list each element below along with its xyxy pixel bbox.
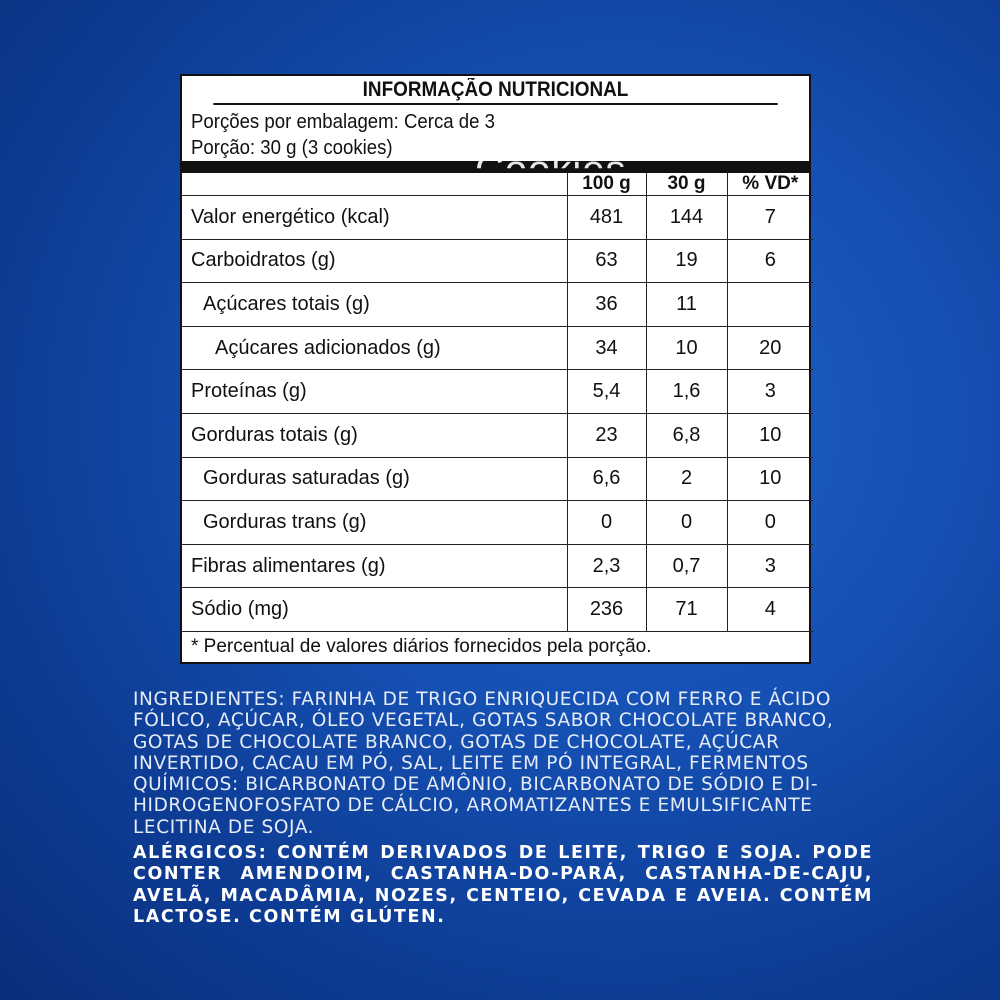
nutrient-label: Fibras alimentares (g)	[182, 544, 567, 588]
nutrition-facts-table	[180, 74, 811, 664]
divider-thick	[182, 161, 809, 173]
nutrient-label: Gorduras saturadas (g)	[182, 457, 567, 501]
nutrient-table	[182, 173, 813, 632]
daily-value-percent: 3	[727, 370, 813, 414]
nutrient-label: Gorduras trans (g)	[182, 501, 567, 545]
column-header-vd: % VD*	[727, 173, 813, 196]
value-per-serving: 0	[646, 501, 727, 545]
header-blank	[182, 173, 567, 196]
nutrient-label: Sódio (mg)	[182, 588, 567, 632]
column-header-30g: 30 g	[646, 173, 727, 196]
value-per-serving: 0,7	[646, 544, 727, 588]
ingredients-text: INGREDIENTES: FARINHA DE TRIGO ENRIQUECIDA COM FERRO E ÁCIDO FÓLICO, AÇÚCAR, ÓLEO VEGETAL, GOTAS SABOR CHOCOLATE BRANCO, GOTAS DE CHOCOLATE BRANCO, GOTAS DE CHOCOLATE, AÇÚCAR INVERTIDO, CACAU EM PÓ, SAL, LEITE EM PÓ INTEGRAL, FERMENTOS QUÍMICOS: BICARBONATO DE AMÔNIO, BICARBONATO DE SÓDIO E DI-HIDROGENOFOSFATO DE CÁLCIO, AROMATIZANTES E EMULSIFICANTE LECITINA DE SOJA.	[133, 689, 834, 838]
table-header-row	[182, 173, 813, 196]
daily-value-percent: 0	[727, 501, 813, 545]
value-per-100g: 5,4	[567, 370, 646, 414]
value-per-serving: 144	[646, 196, 727, 240]
daily-value-percent: 20	[727, 326, 813, 370]
value-per-serving: 11	[646, 283, 727, 327]
value-per-100g: 23	[567, 413, 646, 457]
column-header-100g: 100 g	[567, 173, 646, 196]
nutrient-label: Carboidratos (g)	[182, 239, 567, 283]
nutrient-label: Açúcares totais (g)	[182, 283, 567, 327]
daily-value-percent: 10	[727, 457, 813, 501]
daily-value-percent: 7	[727, 196, 813, 240]
serving-size: Porção: 30 g (3 cookies)	[191, 137, 393, 159]
nutrient-row	[182, 239, 813, 283]
daily-value-percent: 6	[727, 239, 813, 283]
value-per-100g: 481	[567, 196, 646, 240]
nutrient-row	[182, 501, 813, 545]
nutrient-label: Valor energético (kcal)	[182, 196, 567, 240]
footnote: * Percentual de valores diários fornecidos pela porção.	[191, 635, 652, 657]
value-per-serving: 19	[646, 239, 727, 283]
nutrient-row	[182, 283, 813, 327]
nutrient-row	[182, 588, 813, 632]
value-per-100g: 0	[567, 501, 646, 545]
serving-info	[182, 105, 809, 161]
value-per-serving: 1,6	[646, 370, 727, 414]
daily-value-percent: 4	[727, 588, 813, 632]
daily-value-percent: 10	[727, 413, 813, 457]
daily-value-percent	[727, 283, 813, 327]
nutrient-row	[182, 413, 813, 457]
nutrient-row	[182, 457, 813, 501]
nutrient-row	[182, 370, 813, 414]
allergens-text: ALÉRGICOS: CONTÉM DERIVADOS DE LEITE, TRIGO E SOJA. PODE CONTER AMENDOIM, CASTANHA-DO-PARÁ, CASTANHA-DE-CAJU, AVELÃ, MACADÂMIA, NOZES, CENTEIO, CEVADA E AVEIA. CONTÉM LACTOSE. CONTÉM GLÚTEN.	[133, 843, 873, 927]
value-per-100g: 63	[567, 239, 646, 283]
nutrient-label: Gorduras totais (g)	[182, 413, 567, 457]
nutrient-row	[182, 196, 813, 240]
daily-value-percent: 3	[727, 544, 813, 588]
value-per-serving: 2	[646, 457, 727, 501]
value-per-100g: 34	[567, 326, 646, 370]
value-per-serving: 6,8	[646, 413, 727, 457]
value-per-100g: 2,3	[567, 544, 646, 588]
nutrient-row	[182, 544, 813, 588]
nutrient-label: Proteínas (g)	[182, 370, 567, 414]
nutrient-label: Açúcares adicionados (g)	[182, 326, 567, 370]
value-per-100g: 36	[567, 283, 646, 327]
value-per-100g: 236	[567, 588, 646, 632]
value-per-100g: 6,6	[567, 457, 646, 501]
servings-per-package: Porções por embalagem: Cerca de 3	[191, 111, 495, 133]
nutrition-title: INFORMAÇÃO NUTRICIONAL	[213, 76, 777, 105]
nutrient-row	[182, 326, 813, 370]
value-per-serving: 10	[646, 326, 727, 370]
value-per-serving: 71	[646, 588, 727, 632]
